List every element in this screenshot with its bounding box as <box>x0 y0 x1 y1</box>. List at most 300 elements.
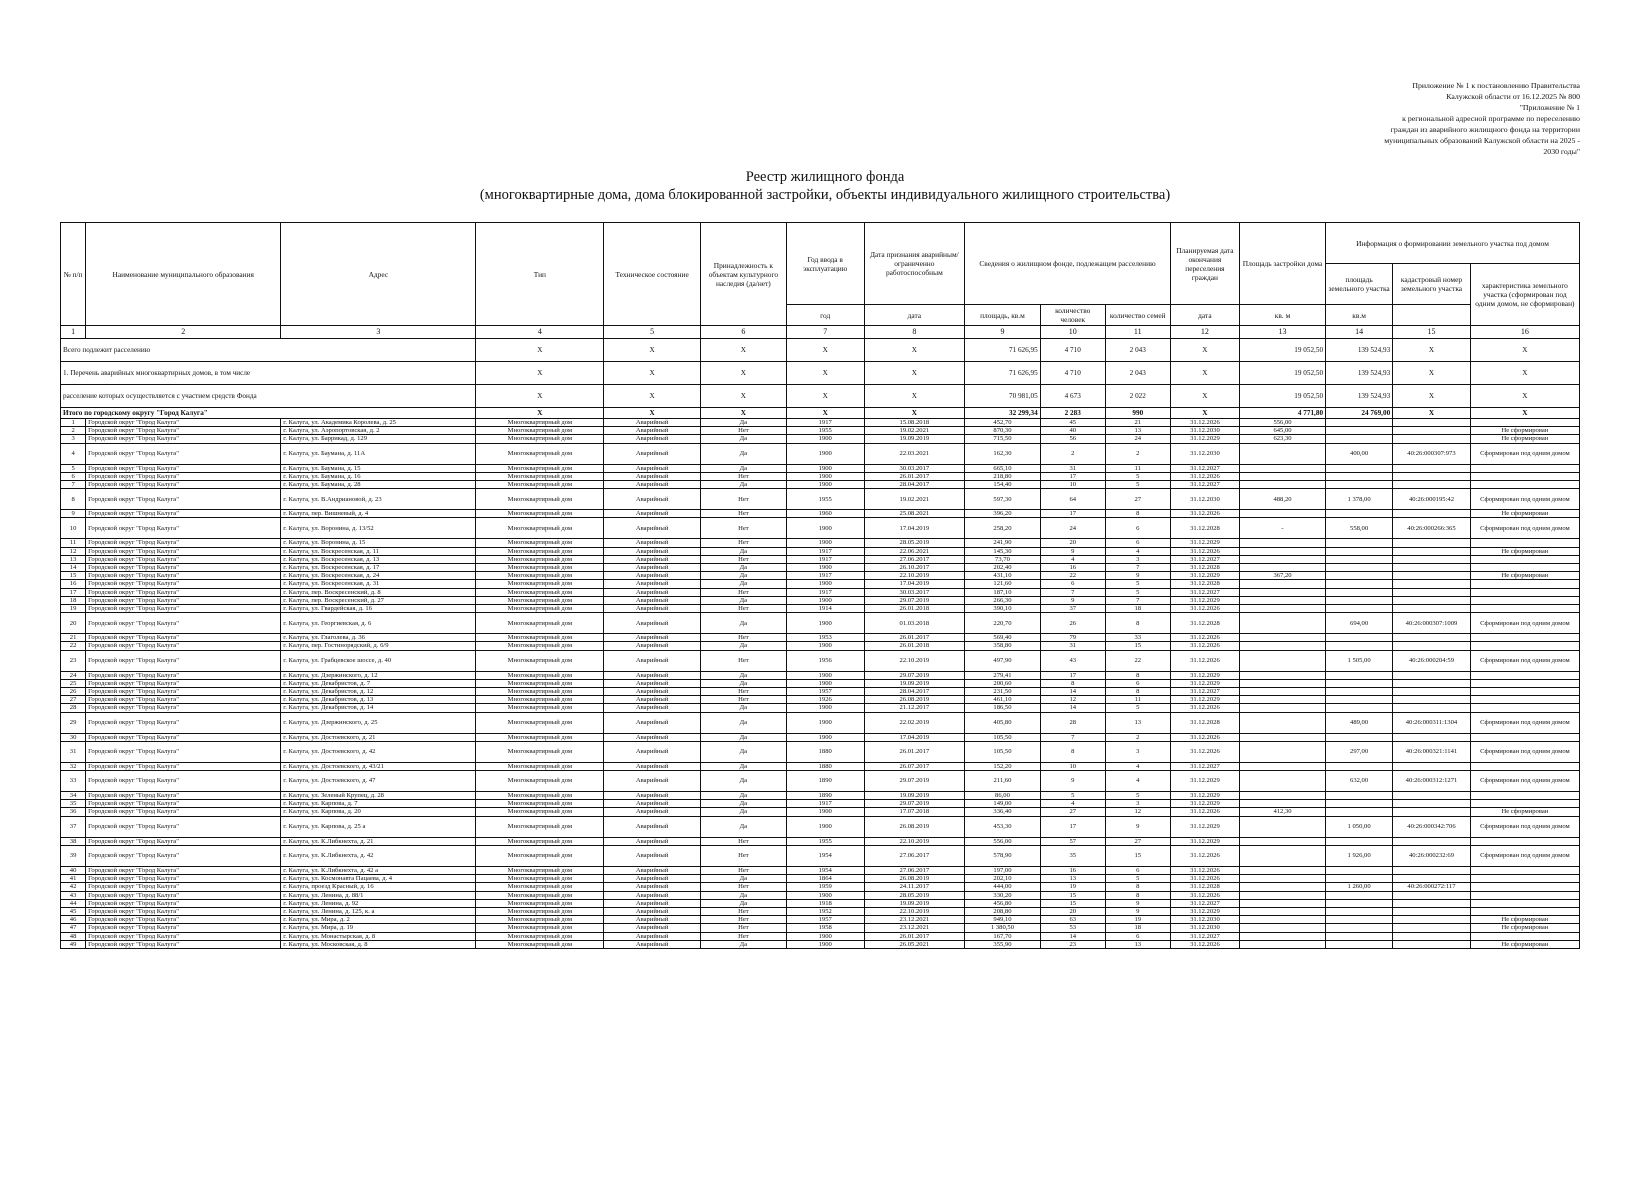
row-address: г. Калуга, ул. Московская, д. 8 <box>281 940 476 948</box>
row-land-char <box>1470 481 1579 489</box>
row-land-area <box>1326 899 1393 907</box>
row-land-area <box>1326 435 1393 443</box>
row-cadastral <box>1393 916 1471 924</box>
row-people: 28 <box>1040 712 1105 733</box>
row-families: 15 <box>1105 845 1170 866</box>
table-row <box>61 916 1580 924</box>
summary-condition: X <box>604 385 701 408</box>
row-address: г. Калуга, ул. Баррикад, д. 129 <box>281 435 476 443</box>
table-row <box>61 464 1580 472</box>
summary-cadastral: X <box>1393 408 1471 419</box>
row-land-area <box>1326 792 1393 800</box>
row-condition: Аварийный <box>604 510 701 518</box>
row-built-area <box>1240 634 1326 642</box>
row-families: 13 <box>1105 712 1170 733</box>
row-year: 1900 <box>786 613 864 634</box>
row-people: 23 <box>1040 940 1105 948</box>
row-cadastral: 40:26:000311:1304 <box>1393 712 1471 733</box>
table-row <box>61 596 1580 604</box>
row-area: 665,10 <box>965 464 1041 472</box>
row-built-area <box>1240 679 1326 687</box>
row-condition: Аварийный <box>604 489 701 510</box>
row-area: 105,50 <box>965 733 1041 741</box>
row-planned-date: 31.12.2026 <box>1170 605 1239 613</box>
table-row <box>61 605 1580 613</box>
row-cadastral <box>1393 800 1471 808</box>
row-cadastral: 40:26:000342:706 <box>1393 816 1471 837</box>
row-families: 5 <box>1105 481 1170 489</box>
row-condition: Аварийный <box>604 650 701 671</box>
table-row <box>61 816 1580 837</box>
row-people: 19 <box>1040 883 1105 891</box>
row-municipality: Городской округ "Город Калуга" <box>86 489 281 510</box>
row-built-area <box>1240 596 1326 604</box>
row-people: 13 <box>1040 875 1105 883</box>
row-families: 9 <box>1105 816 1170 837</box>
row-date: 22.10.2019 <box>864 837 965 845</box>
row-land-area <box>1326 555 1393 563</box>
row-address: г. Калуга, ул. Достоевского, д. 21 <box>281 733 476 741</box>
row-area: 870,30 <box>965 427 1041 435</box>
row-condition: Аварийный <box>604 547 701 555</box>
summary-people: 2 283 <box>1040 408 1105 419</box>
row-address: г. Калуга, ул. Воскресенская, д. 31 <box>281 580 476 588</box>
row-people: 22 <box>1040 572 1105 580</box>
row-people: 7 <box>1040 733 1105 741</box>
row-condition: Аварийный <box>604 419 701 427</box>
row-area: 167,70 <box>965 932 1041 940</box>
row-planned-date: 31.12.2027 <box>1170 688 1239 696</box>
row-land-char <box>1470 800 1579 808</box>
row-cadastral: 40:26:000312:1271 <box>1393 771 1471 792</box>
row-heritage: Да <box>700 800 786 808</box>
table-row <box>61 883 1580 891</box>
row-families: 9 <box>1105 899 1170 907</box>
row-families: 5 <box>1105 704 1170 712</box>
row-number: 7 <box>61 481 86 489</box>
column-number: 16 <box>1470 326 1579 339</box>
row-date: 25.08.2021 <box>864 510 965 518</box>
row-families: 9 <box>1105 907 1170 915</box>
row-people: 4 <box>1040 555 1105 563</box>
row-number: 20 <box>61 613 86 634</box>
summary-land-char: X <box>1470 339 1579 362</box>
header-land-char: характеристика земельного участка (сформирован под одним домом, не сформирован) <box>1470 264 1579 326</box>
row-land-char: Не сформирован <box>1470 572 1579 580</box>
row-families: 33 <box>1105 634 1170 642</box>
table-row <box>61 489 1580 510</box>
row-municipality: Городской округ "Город Калуга" <box>86 613 281 634</box>
row-cadastral <box>1393 555 1471 563</box>
table-row <box>61 443 1580 464</box>
row-cadastral <box>1393 510 1471 518</box>
row-land-area <box>1326 572 1393 580</box>
row-municipality: Городской округ "Город Калуга" <box>86 866 281 874</box>
header-built-area-group: Площадь застройки дома <box>1240 223 1326 305</box>
row-type: Многоквартирный дом <box>476 712 604 733</box>
row-address: г. Калуга, ул. Космонавта Пацаева, д. 4 <box>281 875 476 883</box>
row-planned-date: 31.12.2026 <box>1170 875 1239 883</box>
row-type: Многоквартирный дом <box>476 419 604 427</box>
header-sqm: кв. м <box>1240 305 1326 326</box>
row-municipality: Городской округ "Город Калуга" <box>86 564 281 572</box>
row-families: 4 <box>1105 771 1170 792</box>
row-land-char: Не сформирован <box>1470 916 1579 924</box>
row-land-area <box>1326 762 1393 770</box>
row-number: 43 <box>61 891 86 899</box>
row-area: 73,70 <box>965 555 1041 563</box>
row-type: Многоквартирный дом <box>476 808 604 816</box>
row-municipality: Городской округ "Город Калуга" <box>86 481 281 489</box>
row-year: 1890 <box>786 771 864 792</box>
row-municipality: Городской округ "Город Калуга" <box>86 464 281 472</box>
row-type: Многоквартирный дом <box>476 771 604 792</box>
row-built-area: 623,30 <box>1240 435 1326 443</box>
row-type: Многоквартирный дом <box>476 924 604 932</box>
row-type: Многоквартирный дом <box>476 792 604 800</box>
row-condition: Аварийный <box>604 808 701 816</box>
row-date: 26.01.2017 <box>864 634 965 642</box>
row-heritage: Нет <box>700 650 786 671</box>
row-planned-date: 31.12.2029 <box>1170 696 1239 704</box>
row-address: г. Калуга, ул. Ленина, д. 88/1 <box>281 891 476 899</box>
row-municipality: Городской округ "Город Калуга" <box>86 642 281 650</box>
row-land-char: Не сформирован <box>1470 940 1579 948</box>
row-condition: Аварийный <box>604 605 701 613</box>
row-built-area <box>1240 771 1326 792</box>
row-built-area <box>1240 932 1326 940</box>
row-address: г. Калуга, ул. Мира, д. 19 <box>281 924 476 932</box>
row-land-char <box>1470 891 1579 899</box>
row-heritage: Нет <box>700 866 786 874</box>
row-type: Многоквартирный дом <box>476 435 604 443</box>
row-address: г. Калуга, пер. Вишневый, д. 4 <box>281 510 476 518</box>
row-area: 452,70 <box>965 419 1041 427</box>
row-address: г. Калуга, ул. Воронина, д. 13/52 <box>281 518 476 539</box>
row-built-area <box>1240 704 1326 712</box>
row-planned-date: 31.12.2027 <box>1170 481 1239 489</box>
summary-date: X <box>864 362 965 385</box>
row-built-area: 488,20 <box>1240 489 1326 510</box>
row-families: 2 <box>1105 733 1170 741</box>
row-year: 1900 <box>786 472 864 480</box>
row-municipality: Городской округ "Город Калуга" <box>86 650 281 671</box>
row-built-area <box>1240 762 1326 770</box>
row-type: Многоквартирный дом <box>476 696 604 704</box>
row-cadastral <box>1393 539 1471 547</box>
row-heritage: Нет <box>700 932 786 940</box>
row-area: 444,00 <box>965 883 1041 891</box>
row-heritage: Да <box>700 443 786 464</box>
row-heritage: Да <box>700 704 786 712</box>
row-built-area <box>1240 613 1326 634</box>
row-date: 22.10.2019 <box>864 907 965 915</box>
row-land-area <box>1326 696 1393 704</box>
row-planned-date: 31.12.2027 <box>1170 555 1239 563</box>
row-planned-date: 31.12.2029 <box>1170 837 1239 845</box>
row-address: г. Калуга, ул. К.Либкнехта, д. 21 <box>281 837 476 845</box>
row-number: 41 <box>61 875 86 883</box>
table-row <box>61 940 1580 948</box>
row-type: Многоквартирный дом <box>476 596 604 604</box>
row-type: Многоквартирный дом <box>476 481 604 489</box>
summary-date: X <box>864 339 965 362</box>
column-number: 2 <box>86 326 281 339</box>
row-number: 4 <box>61 443 86 464</box>
table-row <box>61 688 1580 696</box>
row-heritage: Да <box>700 596 786 604</box>
row-built-area: 556,00 <box>1240 419 1326 427</box>
row-date: 26.01.2018 <box>864 605 965 613</box>
row-date: 22.10.2019 <box>864 572 965 580</box>
row-municipality: Городской округ "Город Калуга" <box>86 899 281 907</box>
row-condition: Аварийный <box>604 427 701 435</box>
row-planned-date: 31.12.2026 <box>1170 634 1239 642</box>
table-row <box>61 510 1580 518</box>
header-planned-date: дата <box>1170 305 1239 326</box>
table-row <box>61 539 1580 547</box>
row-number: 9 <box>61 510 86 518</box>
row-year: 1900 <box>786 580 864 588</box>
row-date: 29.07.2019 <box>864 671 965 679</box>
row-date: 17.04.2019 <box>864 580 965 588</box>
row-area: 405,80 <box>965 712 1041 733</box>
row-built-area <box>1240 712 1326 733</box>
row-number: 39 <box>61 845 86 866</box>
row-planned-date: 31.12.2026 <box>1170 741 1239 762</box>
row-area: 231,50 <box>965 688 1041 696</box>
row-built-area: 645,00 <box>1240 427 1326 435</box>
row-heritage: Да <box>700 419 786 427</box>
row-families: 13 <box>1105 427 1170 435</box>
row-built-area <box>1240 671 1326 679</box>
row-year: 1917 <box>786 555 864 563</box>
row-date: 26.01.2018 <box>864 642 965 650</box>
row-condition: Аварийный <box>604 816 701 837</box>
row-cadastral <box>1393 642 1471 650</box>
row-date: 26.07.2017 <box>864 762 965 770</box>
row-number: 2 <box>61 427 86 435</box>
row-number: 28 <box>61 704 86 712</box>
row-cadastral <box>1393 671 1471 679</box>
row-number: 1 <box>61 419 86 427</box>
row-date: 26.08.2019 <box>864 816 965 837</box>
row-number: 21 <box>61 634 86 642</box>
row-cadastral <box>1393 634 1471 642</box>
row-date: 19.09.2019 <box>864 792 965 800</box>
row-built-area <box>1240 733 1326 741</box>
row-condition: Аварийный <box>604 712 701 733</box>
summary-area: 32 299,34 <box>965 408 1041 419</box>
row-families: 2 <box>1105 443 1170 464</box>
row-year: 1955 <box>786 489 864 510</box>
header-land-area: площадь земельного участка <box>1326 264 1393 305</box>
row-number: 32 <box>61 762 86 770</box>
summary-area: 71 626,95 <box>965 362 1041 385</box>
row-land-area: 1 260,00 <box>1326 883 1393 891</box>
row-planned-date: 31.12.2028 <box>1170 613 1239 634</box>
row-built-area <box>1240 642 1326 650</box>
row-date: 30.03.2017 <box>864 588 965 596</box>
summary-area: 70 981,05 <box>965 385 1041 408</box>
row-land-area <box>1326 940 1393 948</box>
row-built-area <box>1240 916 1326 924</box>
row-number: 35 <box>61 800 86 808</box>
row-area: 431,10 <box>965 572 1041 580</box>
row-built-area: 412,30 <box>1240 808 1326 816</box>
row-land-char <box>1470 419 1579 427</box>
summary-date: X <box>864 408 965 419</box>
row-planned-date: 31.12.2026 <box>1170 845 1239 866</box>
summary-land-char: X <box>1470 408 1579 419</box>
row-land-char: Сформирован под одним домом <box>1470 489 1579 510</box>
row-type: Многоквартирный дом <box>476 800 604 808</box>
row-land-char <box>1470 866 1579 874</box>
summary-land-char: X <box>1470 362 1579 385</box>
row-municipality: Городской округ "Город Калуга" <box>86 704 281 712</box>
row-area: 202,40 <box>965 564 1041 572</box>
row-heritage: Да <box>700 771 786 792</box>
row-heritage: Нет <box>700 916 786 924</box>
row-number: 29 <box>61 712 86 733</box>
row-families: 5 <box>1105 588 1170 596</box>
row-year: 1900 <box>786 564 864 572</box>
table-row <box>61 634 1580 642</box>
row-planned-date: 31.12.2028 <box>1170 712 1239 733</box>
row-planned-date: 31.12.2026 <box>1170 940 1239 948</box>
row-type: Многоквартирный дом <box>476 564 604 572</box>
row-area: 197,00 <box>965 866 1041 874</box>
row-condition: Аварийный <box>604 883 701 891</box>
row-condition: Аварийный <box>604 634 701 642</box>
row-date: 15.08.2018 <box>864 419 965 427</box>
row-year: 1880 <box>786 762 864 770</box>
row-address: г. Калуга, ул. Мира, д. 2 <box>281 916 476 924</box>
row-land-char: Сформирован под одним домом <box>1470 816 1579 837</box>
row-year: 1900 <box>786 808 864 816</box>
row-heritage: Да <box>700 547 786 555</box>
row-built-area <box>1240 899 1326 907</box>
row-condition: Аварийный <box>604 792 701 800</box>
row-condition: Аварийный <box>604 696 701 704</box>
header-land-sqm: кв.м <box>1326 305 1393 326</box>
row-built-area <box>1240 924 1326 932</box>
table-row <box>61 771 1580 792</box>
row-land-area: 400,00 <box>1326 443 1393 464</box>
row-area: 220,70 <box>965 613 1041 634</box>
row-planned-date: 31.12.2029 <box>1170 907 1239 915</box>
table-row <box>61 419 1580 427</box>
row-planned-date: 31.12.2026 <box>1170 472 1239 480</box>
row-municipality: Городской округ "Город Калуга" <box>86 588 281 596</box>
table-row <box>61 481 1580 489</box>
row-condition: Аварийный <box>604 518 701 539</box>
row-number: 5 <box>61 464 86 472</box>
row-heritage: Нет <box>700 696 786 704</box>
row-number: 14 <box>61 564 86 572</box>
row-families: 4 <box>1105 762 1170 770</box>
row-address: г. Калуга, ул. Карпова, д. 20 <box>281 808 476 816</box>
row-land-char: Сформирован под одним домом <box>1470 518 1579 539</box>
row-families: 11 <box>1105 696 1170 704</box>
row-condition: Аварийный <box>604 762 701 770</box>
row-families: 3 <box>1105 555 1170 563</box>
row-heritage: Да <box>700 464 786 472</box>
row-built-area <box>1240 539 1326 547</box>
row-people: 6 <box>1040 580 1105 588</box>
row-people: 16 <box>1040 564 1105 572</box>
row-date: 28.04.2017 <box>864 481 965 489</box>
row-address: г. Калуга, ул. Баумана, д. 16 <box>281 472 476 480</box>
row-condition: Аварийный <box>604 679 701 687</box>
row-built-area <box>1240 741 1326 762</box>
row-built-area <box>1240 688 1326 696</box>
row-cadastral: 40:26:000204:59 <box>1393 650 1471 671</box>
row-condition: Аварийный <box>604 845 701 866</box>
row-land-area <box>1326 875 1393 883</box>
row-land-area <box>1326 464 1393 472</box>
row-municipality: Городской округ "Город Калуга" <box>86 547 281 555</box>
row-planned-date: 31.12.2026 <box>1170 808 1239 816</box>
summary-built-area: 4 771,80 <box>1240 408 1326 419</box>
row-built-area <box>1240 555 1326 563</box>
row-heritage: Да <box>700 875 786 883</box>
row-date: 26.05.2021 <box>864 940 965 948</box>
row-condition: Аварийный <box>604 572 701 580</box>
column-number: 9 <box>965 326 1041 339</box>
row-number: 18 <box>61 596 86 604</box>
row-land-area <box>1326 419 1393 427</box>
row-area: 154,40 <box>965 481 1041 489</box>
row-cadastral <box>1393 875 1471 883</box>
summary-people: 4 710 <box>1040 339 1105 362</box>
row-date: 17.04.2019 <box>864 733 965 741</box>
row-number: 17 <box>61 588 86 596</box>
row-type: Многоквартирный дом <box>476 472 604 480</box>
table-row <box>61 435 1580 443</box>
row-condition: Аварийный <box>604 555 701 563</box>
row-people: 43 <box>1040 650 1105 671</box>
row-type: Многоквартирный дом <box>476 940 604 948</box>
row-number: 25 <box>61 679 86 687</box>
row-condition: Аварийный <box>604 481 701 489</box>
row-condition: Аварийный <box>604 688 701 696</box>
row-land-area <box>1326 837 1393 845</box>
column-number: 7 <box>786 326 864 339</box>
row-date: 19.09.2019 <box>864 679 965 687</box>
row-land-area <box>1326 634 1393 642</box>
row-people: 9 <box>1040 771 1105 792</box>
row-families: 5 <box>1105 580 1170 588</box>
summary-people: 4 710 <box>1040 362 1105 385</box>
summary-built-area: 19 052,50 <box>1240 339 1326 362</box>
row-heritage: Да <box>700 572 786 580</box>
row-date: 29.07.2019 <box>864 800 965 808</box>
row-people: 45 <box>1040 419 1105 427</box>
row-year: 1917 <box>786 572 864 580</box>
row-year: 1900 <box>786 712 864 733</box>
row-land-area <box>1326 605 1393 613</box>
row-year: 1917 <box>786 547 864 555</box>
row-number: 34 <box>61 792 86 800</box>
row-condition: Аварийный <box>604 837 701 845</box>
row-planned-date: 31.12.2029 <box>1170 539 1239 547</box>
row-municipality: Городской округ "Город Калуга" <box>86 924 281 932</box>
header-municipality: Наименование муниципального образования <box>86 223 281 326</box>
document-title <box>400 168 1250 204</box>
row-municipality: Городской округ "Город Калуга" <box>86 883 281 891</box>
header-year: год <box>786 305 864 326</box>
